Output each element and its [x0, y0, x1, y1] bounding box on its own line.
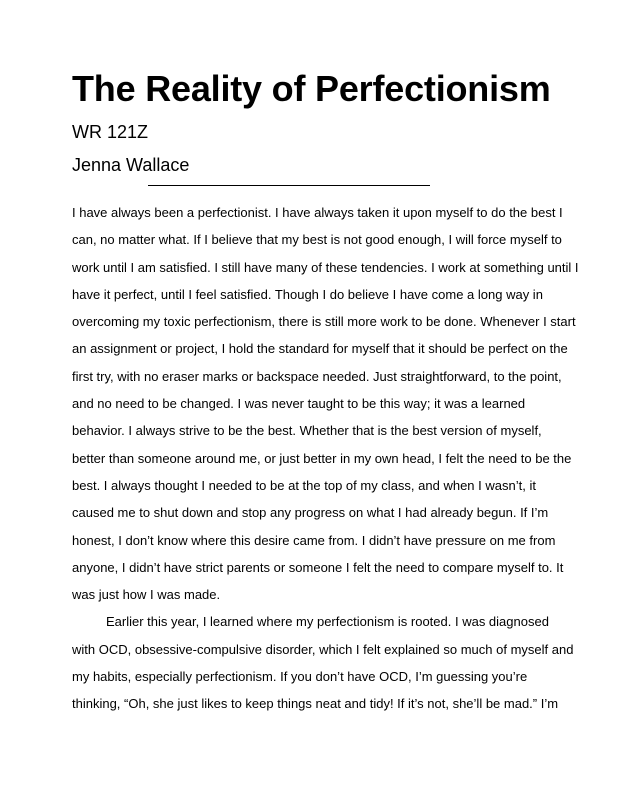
text-line: and no need to be changed. I was never taught to be this way; it was a learned	[72, 396, 526, 412]
text-line: caused me to shut down and stop any progress on what I had already begun. If I’m	[72, 505, 549, 521]
text-line: honest, I don’t know where this desire came from. I didn’t have pressure on me from	[72, 532, 556, 548]
title-divider	[148, 185, 430, 186]
text-line: work until I am satisfied. I still have many of these tendencies. I work at something until I	[72, 259, 579, 275]
text-line: best. I always thought I needed to be at the top of my class, and when I wasn’t, it	[72, 477, 536, 493]
text-line: I have always been a perfectionist. I have always taken it upon myself to do the best I	[72, 205, 563, 220]
text-line: behavior. I always strive to be the best. Whether that is the best version of myself,	[72, 423, 542, 439]
text-line: Earlier this year, I learned where my perfectionism is rooted. I was diagnosed	[106, 614, 549, 630]
paragraph-2	[72, 608, 574, 717]
text-line: was just how I was made.	[72, 587, 221, 603]
document-title: The Reality of Perfectionism	[72, 68, 551, 109]
text-line: anyone, I didn’t have strict parents or someone I felt the need to compare myself to. It	[72, 559, 564, 575]
text-line: first try, with no eraser marks or backspace needed. Just straightforward, to the point,	[72, 368, 562, 384]
text-line: an assignment or project, I hold the standard for myself that it should be perfect on the	[72, 341, 568, 357]
text-line: thinking, “Oh, she just likes to keep things neat and tidy! If it’s not, she’ll be mad.” I’m	[72, 696, 559, 712]
text-line: better than someone around me, or just better in my own head, I felt the need to be the	[72, 450, 572, 466]
essay-body	[72, 199, 579, 718]
text-line: my habits, especially perfectionism. If you don’t have OCD, I’m guessing you’re	[72, 669, 528, 685]
course-code: WR 121Z	[72, 122, 149, 142]
text-line: with OCD, obsessive-compulsive disorder, which I felt explained so much of myself and	[72, 641, 574, 657]
text-line: overcoming my toxic perfectionism, there is still more work to be done. Whenever I start	[72, 314, 576, 330]
text-line: have it perfect, until I feel satisfied. Though I do believe I have come a long way in	[72, 286, 543, 302]
text-line: can, no matter what. If I believe that my best is not good enough, I will force myself to	[72, 232, 562, 248]
paragraph-1	[72, 199, 579, 608]
author-name: Jenna Wallace	[72, 155, 190, 175]
